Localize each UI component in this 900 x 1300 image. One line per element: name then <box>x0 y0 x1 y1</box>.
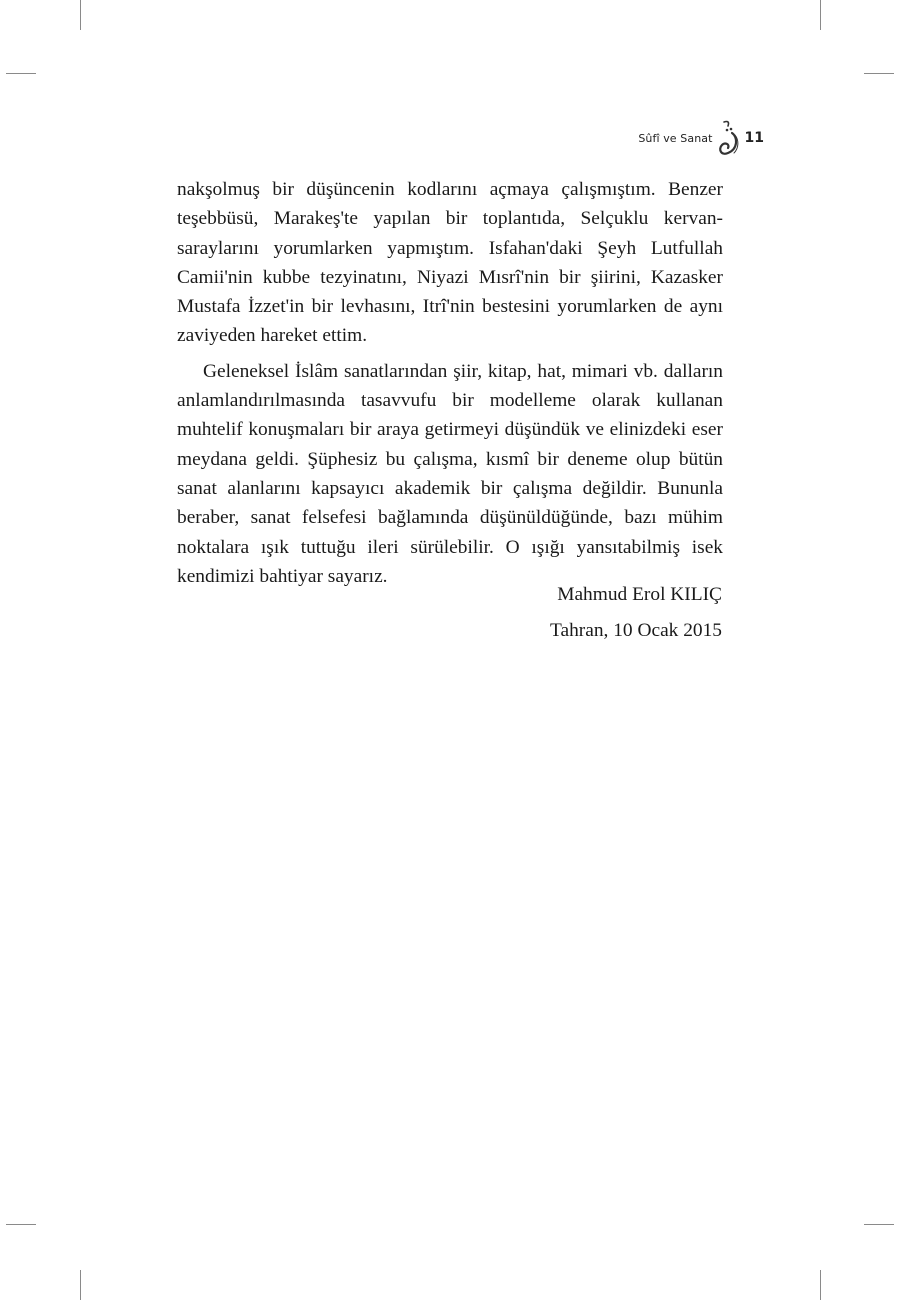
crop-mark-left-top <box>6 73 36 74</box>
running-head <box>638 118 764 158</box>
paragraph-1: nakşolmuş bir düşüncenin kodlarını açmaya çalışmıştım. Benzer teşebbüsü, Marakeş'te yapılan bir toplantıda, Selçuklu kervansaraylarını yorumlarken yapmıştım. Isfahan'daki Şeyh Lutfullah Camii'nin kubbe tezyinatını, Niyazi Mısrî'nin bir şiirini, Kazasker Mustafa İzzet'in bir levhasını, Itrî'nin bestesini yorumlarken de aynı zaviyeden hareket ettim. <box>177 179 723 347</box>
running-head-title: Sûfî ve Sanat <box>638 131 713 145</box>
page-number: 11 <box>744 130 764 146</box>
crop-mark-bottom-left <box>80 1270 81 1300</box>
crop-mark-right-top <box>864 73 894 74</box>
paragraph-2: Geleneksel İslâm sanatlarından şiir, kitap, hat, mimari vb. dalların anlamlandırılmasında tasavvufu bir modelleme olarak kullanan muhtelif konuşmaları bir araya getirmeyi düşündük ve elinizdeki eser meydana geldi. Şüphesiz bu çalışma, kısmî bir deneme olup bütün sanat alanlarını kapsayıcı akademik bir çalışma değildir. Bununla beraber, sanat felsefesi bağlamında düşünüldüğünde, bazı mühim noktalara ışık tuttuğu ileri sürülebilir. O ışığı yansıtabilmiş isek kendimizi bahtiyar sayarız. <box>177 360 723 587</box>
crop-mark-top-left <box>80 0 81 30</box>
crop-mark-top-right <box>820 0 821 30</box>
place-and-date: Tahran, 10 Ocak 2015 <box>549 620 722 641</box>
author-name: Mahmud Erol KILIÇ <box>557 584 722 605</box>
crop-mark-right-bottom <box>864 1224 894 1225</box>
calligraphic-ornament-icon <box>716 118 742 158</box>
crop-mark-left-bottom <box>6 1224 36 1225</box>
crop-mark-bottom-right <box>820 1270 821 1300</box>
body-text <box>177 175 723 591</box>
